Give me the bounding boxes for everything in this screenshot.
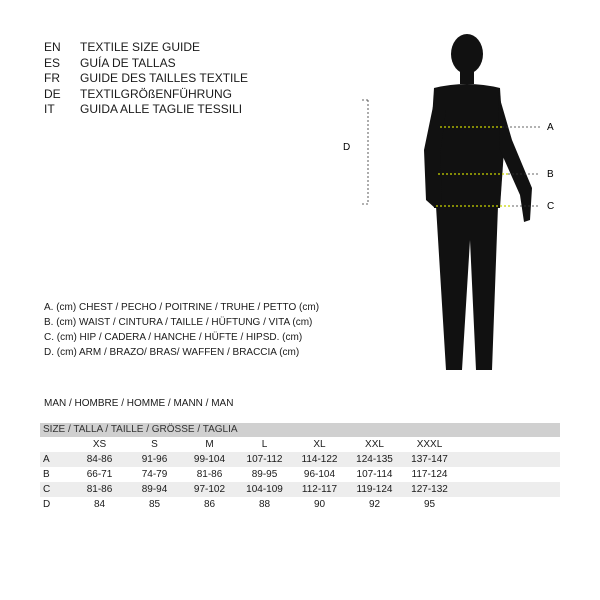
body-figure bbox=[340, 30, 580, 390]
language-code: EN bbox=[44, 40, 61, 54]
row-label: A bbox=[43, 454, 50, 465]
table-cell: 127-132 bbox=[411, 484, 448, 495]
table-cell: 114-122 bbox=[301, 454, 338, 465]
size-cell: XXL bbox=[365, 439, 384, 450]
language-row-es bbox=[44, 56, 248, 72]
man-silhouette-icon bbox=[424, 34, 532, 370]
table-cell: 107-114 bbox=[356, 469, 393, 480]
language-code: FR bbox=[44, 71, 60, 85]
language-row-en bbox=[44, 40, 248, 56]
size-cell: M bbox=[205, 439, 214, 450]
language-title: GUIDE DES TAILLES TEXTILE bbox=[80, 71, 249, 85]
table-row bbox=[40, 467, 560, 482]
table-cell: 137-147 bbox=[411, 454, 448, 465]
table-cell: 124-135 bbox=[356, 454, 393, 465]
table-cell: 107-112 bbox=[246, 454, 283, 465]
row-label bbox=[40, 437, 72, 452]
measurement-waist: B. (cm) WAIST / CINTURA / TAILLE / HÜFTUNG / VITA (cm) bbox=[44, 317, 313, 328]
language-title: TEXTILE SIZE GUIDE bbox=[80, 40, 201, 54]
table-cell: 74-79 bbox=[141, 469, 168, 480]
table-cell: 99-104 bbox=[193, 454, 226, 465]
size-cell: XXXL bbox=[416, 439, 443, 450]
table-cell: 89-94 bbox=[141, 484, 168, 495]
table-cell: 84 bbox=[93, 499, 106, 510]
table-header: SIZE / TALLA / TAILLE / GRÖSSE / TAGLIA bbox=[40, 423, 560, 437]
row-label: B bbox=[43, 469, 50, 480]
table-row bbox=[40, 452, 560, 467]
language-code: IT bbox=[44, 102, 55, 116]
table-cell: 84-86 bbox=[86, 454, 113, 465]
table-cell: 96-104 bbox=[303, 469, 336, 480]
size-cell: XS bbox=[92, 439, 107, 450]
label-a: A bbox=[547, 122, 554, 133]
table-cell: 95 bbox=[423, 499, 436, 510]
size-cell: S bbox=[151, 439, 158, 450]
language-code: DE bbox=[44, 86, 61, 101]
table-cell: 91-96 bbox=[141, 454, 168, 465]
table-cell: 89-95 bbox=[251, 469, 278, 480]
table-cell: 66-71 bbox=[86, 469, 113, 480]
table-cell: 117-124 bbox=[411, 469, 448, 480]
language-title-list bbox=[44, 40, 248, 118]
table-cell: 81-86 bbox=[86, 484, 113, 495]
table-cell: 90 bbox=[313, 499, 326, 510]
row-label: D bbox=[43, 499, 51, 510]
table-cell: 104-109 bbox=[246, 484, 283, 495]
measurement-hip: C. (cm) HIP / CADERA / HANCHE / HÜFTE / HIPSD. (cm) bbox=[44, 332, 303, 343]
size-cell: L bbox=[261, 439, 268, 450]
section-title: MAN / HOMBRE / HOMME / MANN / MAN bbox=[44, 398, 234, 409]
table-row bbox=[40, 497, 560, 512]
language-title: GUIDA ALLE TAGLIE TESSILI bbox=[80, 102, 243, 116]
sizes-row bbox=[40, 437, 560, 452]
language-row-it bbox=[44, 102, 248, 118]
measurement-arm: D. (cm) ARM / BRAZO/ BRAS/ WAFFEN / BRACCIA (cm) bbox=[44, 347, 300, 358]
table-cell: 97-102 bbox=[193, 484, 226, 495]
table-cell: 86 bbox=[203, 499, 216, 510]
size-cell: XL bbox=[313, 439, 326, 450]
table-cell: 119-124 bbox=[356, 484, 393, 495]
language-title: TEXTILGRÖßENFÜHRUNG bbox=[80, 86, 233, 101]
table-cell: 85 bbox=[148, 499, 161, 510]
table-cell: 81-86 bbox=[196, 469, 223, 480]
language-row-fr bbox=[44, 71, 248, 87]
table-cell: 112-117 bbox=[301, 484, 338, 495]
table-row bbox=[40, 482, 560, 497]
table-cell: 92 bbox=[368, 499, 381, 510]
measurement-chest: A. (cm) CHEST / PECHO / POITRINE / TRUHE / PETTO (cm) bbox=[44, 302, 320, 313]
language-code: ES bbox=[44, 55, 61, 70]
label-c: C bbox=[547, 201, 555, 212]
size-table bbox=[40, 423, 560, 512]
language-title: GUÍA DE TALLAS bbox=[80, 55, 176, 70]
label-b: B bbox=[547, 169, 554, 180]
label-d: D bbox=[343, 142, 351, 153]
measurement-definitions bbox=[44, 300, 319, 360]
table-cell: 88 bbox=[258, 499, 271, 510]
row-label: C bbox=[43, 484, 51, 495]
language-row-de bbox=[44, 87, 248, 103]
